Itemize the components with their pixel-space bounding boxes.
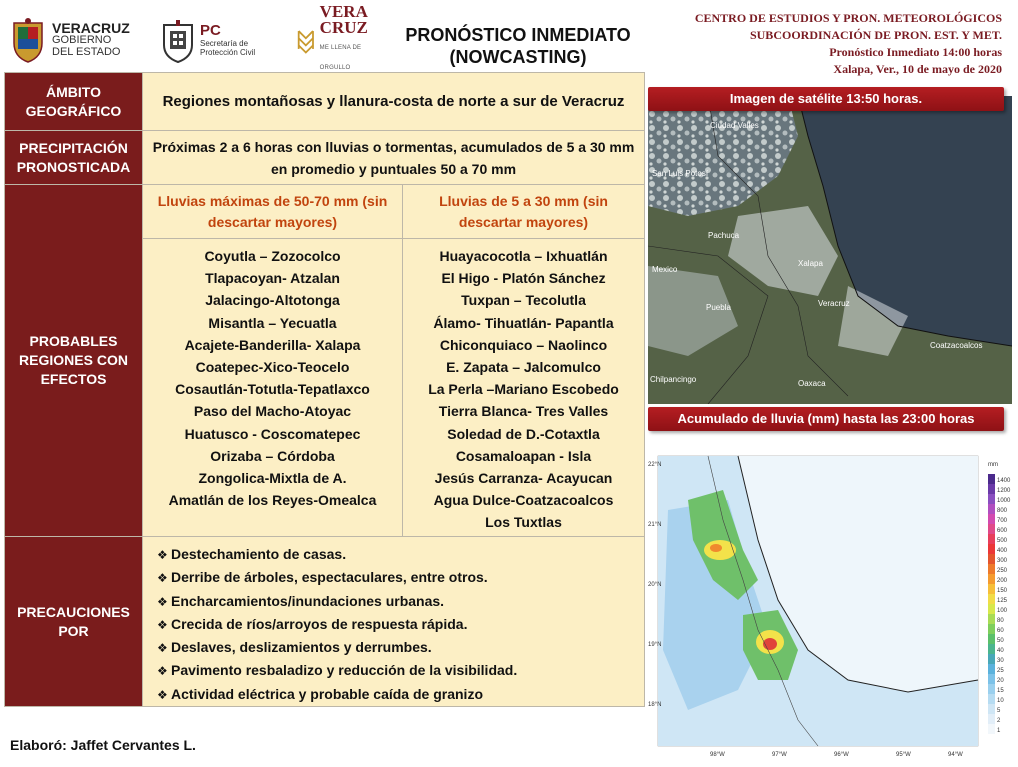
coat-of-arms-icon bbox=[10, 17, 46, 63]
legend-swatch bbox=[988, 474, 995, 484]
list-item: Álamo- Tihuatlán- Papantla bbox=[433, 314, 614, 331]
col-max-header: Lluvias máximas de 50-70 mm (sin descartar mayores) bbox=[143, 185, 403, 239]
list-item: Misantla – Yecuatla bbox=[208, 314, 337, 331]
list-item: Tierra Blanca- Tres Valles bbox=[438, 403, 609, 420]
legend-tick-label: 50 bbox=[997, 638, 1004, 644]
ambito-value: Regiones montañosas y llanura-costa de norte a sur de Veracruz bbox=[143, 73, 645, 131]
legend-swatch bbox=[988, 694, 995, 704]
center-line3: Pronóstico Inmediato 14:00 horas bbox=[829, 45, 1002, 59]
row-column-headers bbox=[5, 185, 645, 239]
precaucion-text: Pavimento resbaladizo y reducción de la visibilidad. bbox=[171, 662, 518, 679]
list-item bbox=[157, 636, 636, 659]
legend-tick-label: 5 bbox=[997, 708, 1001, 714]
col-min-header: Lluvias de 5 a 30 mm (sin descartar mayores) bbox=[403, 185, 645, 239]
precaucion-text: Deslaves, deslizamientos y derrumbes. bbox=[171, 639, 432, 656]
precaucion-text: Actividad eléctrica y probable caída de granizo bbox=[171, 685, 483, 702]
satellite-map-svg bbox=[648, 96, 1012, 404]
center-line4: Xalapa, Ver., 10 de mayo de 2020 bbox=[833, 62, 1002, 76]
legend-tick-label: 600 bbox=[997, 528, 1008, 534]
title-main: PRONÓSTICO INMEDIATO bbox=[405, 25, 631, 45]
list-item: Coyutla – Zozocolco bbox=[204, 248, 341, 264]
row-precipitacion bbox=[5, 131, 645, 185]
satellite-image bbox=[648, 96, 1012, 404]
lon-label: 94°W bbox=[948, 752, 963, 758]
list-item: Cosamaloapan - Isla bbox=[455, 447, 592, 464]
sat-label: Veracruz bbox=[818, 299, 850, 308]
legend-tick-label: 25 bbox=[997, 668, 1004, 674]
legend-tick-label: 500 bbox=[997, 538, 1008, 544]
proteccion-civil-logo bbox=[160, 14, 290, 66]
legend-tick-label: 30 bbox=[997, 658, 1004, 664]
list-item bbox=[157, 683, 636, 706]
forecast-table bbox=[4, 72, 645, 707]
legend-swatch bbox=[988, 644, 995, 654]
legend-tick-label: 800 bbox=[997, 508, 1008, 514]
sat-label: Mexico bbox=[652, 265, 678, 274]
sat-label: Coatzacoalcos bbox=[930, 341, 983, 350]
list-item: Acajete-Banderilla- Xalapa bbox=[184, 336, 361, 353]
logo-pc-line1: Secretaría de bbox=[200, 39, 249, 48]
row-precauciones bbox=[5, 537, 645, 707]
lat-label: 20°N bbox=[648, 582, 662, 588]
legend-swatch bbox=[988, 704, 995, 714]
logo-brand-tagline: ME LLENA DE ORGULLO bbox=[319, 45, 362, 71]
sat-label: Oaxaca bbox=[798, 379, 826, 388]
precaucion-text: Destechamiento de casas. bbox=[171, 546, 347, 562]
legend-tick-label: 60 bbox=[997, 628, 1004, 634]
legend-swatch bbox=[988, 554, 995, 564]
lat-label: 21°N bbox=[648, 522, 662, 528]
legend-tick-label: 250 bbox=[997, 568, 1008, 574]
veracruz-brand-logo bbox=[296, 2, 386, 71]
rain-banner: Acumulado de lluvia (mm) hasta las 23:00 horas bbox=[648, 407, 1004, 431]
logo-veracruz-line2: GOBIERNO bbox=[52, 34, 112, 46]
legend-tick-label: 80 bbox=[997, 618, 1004, 624]
list-item bbox=[157, 590, 636, 613]
col-max-list bbox=[143, 239, 403, 537]
sat-label: Pachuca bbox=[708, 231, 740, 240]
legend-unit: mm bbox=[988, 462, 998, 468]
lon-labels bbox=[710, 752, 963, 758]
regiones-label: PROBABLES REGIONES CON EFECTOS bbox=[5, 185, 143, 537]
legend-swatch bbox=[988, 564, 995, 574]
legend-swatch bbox=[988, 524, 995, 534]
list-item: El Higo - Platón Sánchez bbox=[441, 270, 606, 287]
rain-map-svg bbox=[648, 430, 1012, 760]
list-item bbox=[157, 566, 636, 589]
list-item: E. Zapata – Jalcomulco bbox=[446, 359, 601, 376]
legend-tick-label: 125 bbox=[997, 598, 1008, 604]
lon-label: 96°W bbox=[834, 752, 849, 758]
issuing-center-info bbox=[682, 10, 1002, 78]
lon-label: 98°W bbox=[710, 752, 725, 758]
list-item: Jesús Carranza- Acayucan bbox=[434, 470, 613, 487]
list-item bbox=[157, 543, 636, 566]
legend-swatch bbox=[988, 614, 995, 624]
list-item: Orizaba – Córdoba bbox=[210, 447, 335, 464]
sat-label: San Luis Potosí bbox=[652, 169, 709, 178]
list-item: Soledad de D.-Cotaxtla bbox=[447, 425, 600, 442]
legend-swatch bbox=[988, 584, 995, 594]
list-item: Jalacingo-Altotonga bbox=[205, 292, 340, 309]
list-item bbox=[157, 613, 636, 636]
legend-tick-label: 300 bbox=[997, 558, 1008, 564]
list-item: Cosautlán-Totutla-Tepatlaxco bbox=[175, 381, 370, 398]
diamond-bullet-icon: ❖ bbox=[157, 641, 168, 656]
precaucion-text: Encharcamientos/inundaciones urbanas. bbox=[171, 592, 445, 609]
logo-pc-title: PC bbox=[200, 22, 221, 39]
legend-tick-label: 10 bbox=[997, 698, 1004, 704]
legend-swatch bbox=[988, 494, 995, 504]
precipitacion-label: PRECIPITACIÓN PRONOSTICADA bbox=[5, 131, 143, 185]
legend-tick-label: 150 bbox=[997, 588, 1008, 594]
logo-veracruz-line1: VERACRUZ bbox=[52, 20, 130, 36]
list-item: Huayacocotla – Ixhuatlán bbox=[439, 248, 608, 264]
list-item: Coatepec-Xico-Teocelo bbox=[195, 359, 350, 376]
precipitacion-value: Próximas 2 a 6 horas con lluvias o tormentas, acumulados de 5 a 30 mm en promedio y puntuales 50 a 70 mm bbox=[143, 131, 645, 185]
veracruz-gobierno-logo bbox=[10, 14, 150, 66]
rain-legend bbox=[988, 474, 1011, 734]
legend-tick-label: 1 bbox=[997, 728, 1001, 734]
diamond-bullet-icon: ❖ bbox=[157, 548, 168, 562]
logo-pc-line2: Protección Civil bbox=[200, 48, 256, 57]
center-line1: CENTRO DE ESTUDIOS Y PRON. METEOROLÓGICOS bbox=[694, 11, 1002, 25]
list-item: Huatusco - Coscomatepec bbox=[184, 425, 361, 442]
precaucion-text: Crecida de ríos/arroyos de respuesta rápida. bbox=[171, 615, 468, 632]
diamond-bullet-icon: ❖ bbox=[157, 571, 168, 586]
list-item: Agua Dulce-Coatzacoalcos bbox=[433, 492, 614, 509]
lat-label: 19°N bbox=[648, 642, 662, 648]
precaucion-text: Derribe de árboles, espectaculares, entre otros. bbox=[171, 569, 488, 586]
author-credit: Elaboró: Jaffet Cervantes L. bbox=[10, 737, 196, 753]
sat-label: Chilpancingo bbox=[650, 375, 697, 384]
legend-tick-label: 40 bbox=[997, 648, 1004, 654]
legend-swatch bbox=[988, 634, 995, 644]
legend-tick-label: 200 bbox=[997, 578, 1008, 584]
lon-label: 97°W bbox=[772, 752, 787, 758]
sat-label: Xalapa bbox=[798, 259, 823, 268]
legend-tick-label: 1200 bbox=[997, 488, 1011, 494]
lat-label: 18°N bbox=[648, 702, 662, 708]
list-item: Los Tuxtlas bbox=[485, 514, 562, 531]
proteccion-civil-shield-icon bbox=[160, 17, 196, 63]
sat-label: Ciudad Valles bbox=[710, 121, 759, 130]
legend-swatch bbox=[988, 484, 995, 494]
list-item bbox=[157, 659, 636, 682]
row-ambito bbox=[5, 73, 645, 131]
rain-accumulation-map bbox=[648, 430, 1012, 760]
list-item: Tuxpan – Tecolutla bbox=[461, 292, 586, 309]
center-line2: SUBCOORDINACIÓN DE PRON. EST. Y MET. bbox=[749, 28, 1002, 42]
legend-swatch bbox=[988, 544, 995, 554]
diamond-bullet-icon: ❖ bbox=[157, 664, 168, 679]
legend-swatch bbox=[988, 664, 995, 674]
legend-tick-label: 400 bbox=[997, 548, 1008, 554]
legend-tick-label: 20 bbox=[997, 678, 1004, 684]
legend-swatch bbox=[988, 624, 995, 634]
logo-brand-line1: VERA bbox=[319, 2, 368, 21]
logo-veracruz-line3: DEL ESTADO bbox=[52, 46, 121, 58]
legend-tick-label: 1000 bbox=[997, 498, 1011, 504]
legend-swatch bbox=[988, 674, 995, 684]
legend-tick-label: 100 bbox=[997, 608, 1008, 614]
legend-tick-label: 2 bbox=[997, 718, 1001, 724]
legend-swatch bbox=[988, 574, 995, 584]
title-sub: (NOWCASTING) bbox=[449, 47, 587, 67]
legend-swatch bbox=[988, 714, 995, 724]
lon-label: 95°W bbox=[896, 752, 911, 758]
satellite-banner: Imagen de satélite 13:50 horas. bbox=[648, 87, 1004, 111]
legend-swatch bbox=[988, 654, 995, 664]
sat-label: Puebla bbox=[706, 303, 731, 312]
list-item: Tlapacoyan- Atzalan bbox=[205, 270, 340, 287]
brand-knot-icon bbox=[296, 25, 316, 55]
ambito-label: ÁMBITO GEOGRÁFICO bbox=[5, 73, 143, 131]
legend-swatch bbox=[988, 604, 995, 614]
list-item: Chiconquiaco – Naolinco bbox=[439, 336, 608, 353]
col-min-list bbox=[403, 239, 645, 537]
precauciones-list bbox=[143, 537, 645, 707]
legend-tick-label: 700 bbox=[997, 518, 1008, 524]
legend-swatch bbox=[988, 534, 995, 544]
list-item: Paso del Macho-Atoyac bbox=[193, 403, 352, 420]
diamond-bullet-icon: ❖ bbox=[157, 687, 168, 702]
legend-swatch bbox=[988, 594, 995, 604]
page-title bbox=[390, 24, 646, 68]
legend-swatch bbox=[988, 724, 995, 734]
diamond-bullet-icon: ❖ bbox=[157, 617, 168, 632]
lat-label: 22°N bbox=[648, 462, 662, 468]
precauciones-label: PRECAUCIONES POR bbox=[5, 537, 143, 707]
legend-swatch bbox=[988, 504, 995, 514]
list-item: Amatlán de los Reyes-Omealca bbox=[168, 492, 377, 509]
diamond-bullet-icon: ❖ bbox=[157, 594, 168, 609]
legend-tick-label: 15 bbox=[997, 688, 1004, 694]
logo-brand-line2: CRUZ bbox=[319, 18, 368, 37]
list-item: La Perla –Mariano Escobedo bbox=[428, 381, 619, 398]
legend-swatch bbox=[988, 514, 995, 524]
legend-tick-label: 1400 bbox=[997, 478, 1011, 484]
list-item: Zongolica-Mixtla de A. bbox=[198, 470, 347, 487]
legend-swatch bbox=[988, 684, 995, 694]
